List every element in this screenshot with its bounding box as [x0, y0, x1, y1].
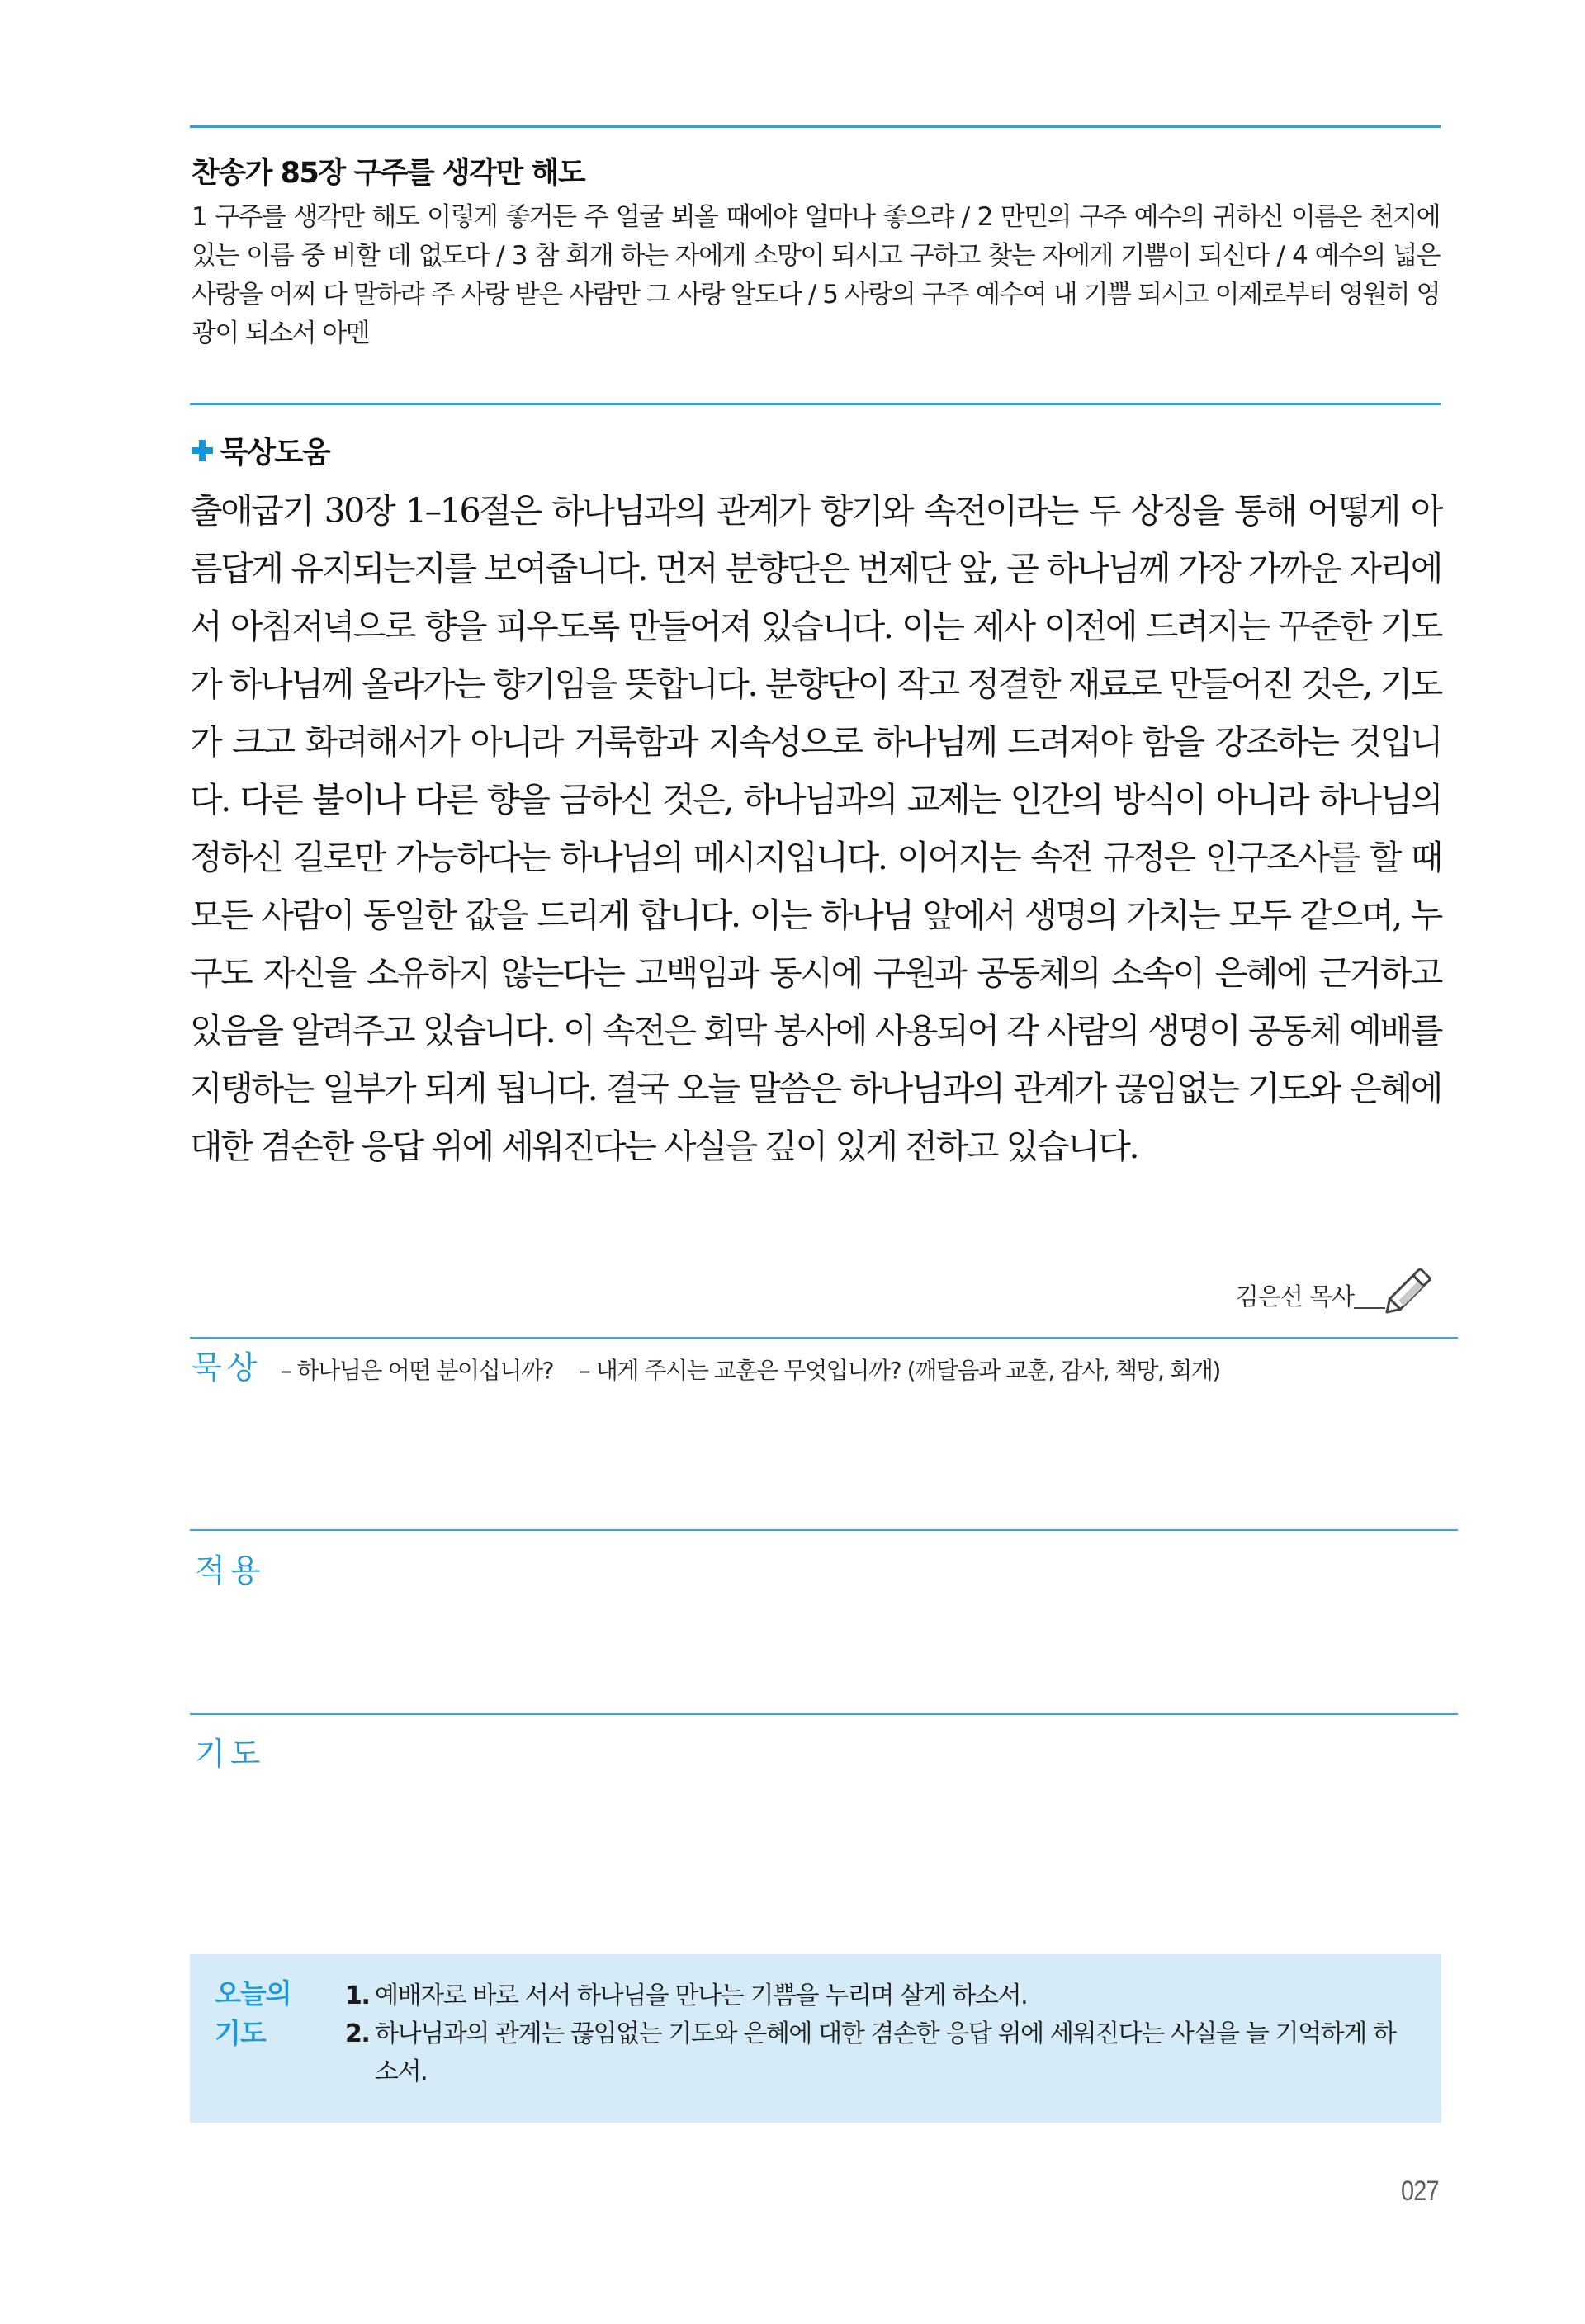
plus-icon: [192, 440, 213, 461]
meditation-row: [192, 1342, 1240, 1387]
prayer-label: 기도: [195, 1736, 266, 1772]
meditation-label: 묵상: [192, 1349, 263, 1386]
application-divider: [190, 1529, 1458, 1531]
prayer-item-text: 예배자로 바로 서서 하나님을 만나는 기쁨을 누리며 살게 하소서.: [375, 1982, 1028, 2010]
meditation-help-body: 출애굽기 30장 1–16절은 하나님과의 관계가 향기와 속전이라는 두 상징을 통해 어떻게 아름답게 유지되는지를 보여줍니다. 먼저 분향단은 번제단 앞, 곧 하나님께 가장 가까운 자리에서 아침저녁으로 향을 피우도록 만들어져 있습니다. 이는 제사 이전에 드려지는 꾸준한 기도가 하나님께 올라가는 향기임을 뜻합니다. 분향단이 작고 정결한 재료로 만들어진 것은, 기도가 크고 화려해서가 아니라 거룩함과 지속성으로 하나님께 드려져야 함을 강조하는 것입니다. 다른 불이나 다른 향을 금하신 것은, 하나님과의 교제는 인간의 방식이 아니라 하나님의 정하신 길로만 가능하다는 하나님의 메시지입니다. 이어지는 속전 규정은 인구조사를 할 때 모든 사람이 동일한 값을 드리게 합니다. 이는 하나님 앞에서 생명의 가치는 모두 같으며, 누구도 자신을 소유하지 않는다는 고백임과 동시에 구원과 공동체의 소속이 은혜에 근거하고 있음을 알려주고 있습니다. 이 속전은 회막 봉사에 사용되어 각 사람의 생명이 공동체 예배를 지탱하는 일부가 되게 됩니다. 결국 오늘 말씀은 하나님과의 관계가 끊임없는 기도와 은혜에 대한 겸손한 응답 위에 세워진다는 사실을 깊이 있게 전하고 있습니다.: [190, 491, 1441, 1166]
prayer-item-number: 1.: [345, 1982, 370, 2010]
hymn-lyrics: 1 구주를 생각만 해도 이렇게 좋거든 주 얼굴 뵈올 때에야 얼마나 좋으랴 / 2 만민의 구주 예수의 귀하신 이름은 천지에 있는 이름 중 비할 데 없도다 / 3 참 회개 하는 자에게 소망이 되시고 구하고 찾는 자에게 기쁨이 되신다 / 4 예수의 넓은 사랑을 어찌 다 말하랴 주 사랑 받은 사람만 그 사랑 알도다 / 5 사랑의 구주 예수여 내 기쁨 되시고 이제로부터 영원히 영광이 되소서 아멘: [192, 202, 1440, 348]
author-signature: [1236, 1263, 1436, 1314]
meditation-question: – 하나님은 어떤 분이십니까?: [280, 1357, 554, 1384]
top-divider: [190, 125, 1441, 128]
prayer-item: [345, 2015, 1418, 2091]
meditation-help-title: 묵상도움: [220, 436, 330, 470]
prayer-item: [345, 1977, 1418, 2015]
signature-line: [1354, 1307, 1385, 1309]
meditation-questions: [280, 1353, 1240, 1386]
meditation-help-heading: [192, 429, 329, 471]
meditation-question: – 내게 주시는 교훈은 무엇입니까? (깨달음과 교훈, 감사, 책망, 회개): [579, 1357, 1220, 1384]
hymn-divider: [190, 403, 1441, 405]
author-name: 김은선 목사: [1235, 1282, 1354, 1311]
prayer-item-number: 2.: [345, 2019, 370, 2048]
todays-prayer-list: [345, 1977, 1418, 2091]
hymn-title: 찬송가 85장 구주를 생각만 해도: [192, 157, 585, 190]
application-label: 적용: [195, 1552, 266, 1589]
meditation-divider: [190, 1337, 1458, 1339]
prayer-divider: [190, 1713, 1458, 1715]
todays-prayer-box: [190, 1954, 1441, 2123]
prayer-item-text: 하나님과의 관계는 끊임없는 기도와 은혜에 대한 겸손한 응답 위에 세워진다는 사실을 늘 기억하게 하소서.: [375, 2019, 1396, 2086]
todays-prayer-label: 오늘의 기도: [215, 1977, 291, 2049]
page-number: 027: [1401, 2175, 1439, 2207]
pencil-icon: [1385, 1263, 1436, 1314]
hymn-section: [192, 154, 1440, 353]
